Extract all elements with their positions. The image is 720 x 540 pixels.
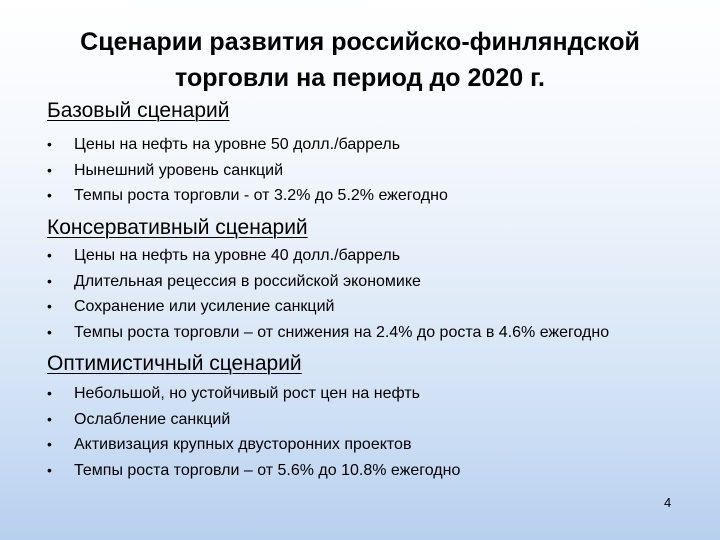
section-heading-conservative: Консервативный сценарий [47, 216, 308, 239]
list-item [47, 269, 609, 295]
bullet-list-base [47, 132, 448, 209]
bullet-list-optimistic [47, 381, 460, 483]
bullet-icon: • [47, 161, 52, 178]
bullet-icon: • [47, 385, 52, 401]
slide-title [20, 24, 700, 96]
list-item-text: Цены на нефть на уровне 50 долл./баррель [74, 136, 401, 153]
section-heading-base: Базовый сценарий [47, 99, 230, 122]
page-number: 4 [664, 495, 672, 510]
list-item-text: Темпы роста торговли – от снижения на 2.4% до роста в 4.6% ежегодно [74, 323, 610, 341]
list-item-text: Сохранение или усиление санкций [74, 298, 335, 315]
bullet-icon: • [47, 136, 52, 152]
list-item [47, 243, 609, 269]
list-item [47, 320, 609, 346]
bullet-icon: • [47, 298, 52, 314]
bullet-icon: • [47, 187, 52, 203]
list-item-text: Цены на нефть на уровне 40 долл./баррель [74, 247, 401, 264]
bullet-icon: • [47, 410, 52, 427]
slide-title-line-2: торговли на период до 2020 г. [175, 64, 545, 92]
slide-title-line-1: Сценарии развития российско-финляндской [80, 28, 640, 56]
bullet-list-conservative [47, 243, 609, 345]
list-item [47, 458, 460, 484]
list-item [47, 294, 609, 320]
list-item-text: Длительная рецессия в российской экономике [74, 272, 421, 290]
section-heading-optimistic: Оптимистичный сценарий [47, 352, 302, 375]
list-item-text: Небольшой, но устойчивый рост цен на нефть [74, 385, 420, 402]
list-item [47, 158, 448, 184]
list-item [47, 183, 448, 209]
bullet-icon: • [47, 247, 52, 263]
list-item-text: Темпы роста торговли - от 3.2% до 5.2% ежегодно [74, 187, 448, 204]
bullet-icon: • [47, 323, 52, 340]
bullet-icon: • [47, 461, 52, 478]
list-item [47, 381, 460, 407]
list-item [47, 407, 460, 433]
list-item [47, 132, 448, 158]
bullet-icon: • [47, 272, 52, 289]
list-item [47, 432, 460, 458]
list-item-text: Ослабление санкций [74, 410, 231, 428]
bullet-icon: • [47, 436, 52, 452]
list-item-text: Темпы роста торговли – от 5.6% до 10.8% ежегодно [74, 461, 461, 479]
list-item-text: Активизация крупных двусторонних проектов [74, 436, 412, 453]
list-item-text: Нынешний уровень санкций [74, 161, 284, 179]
